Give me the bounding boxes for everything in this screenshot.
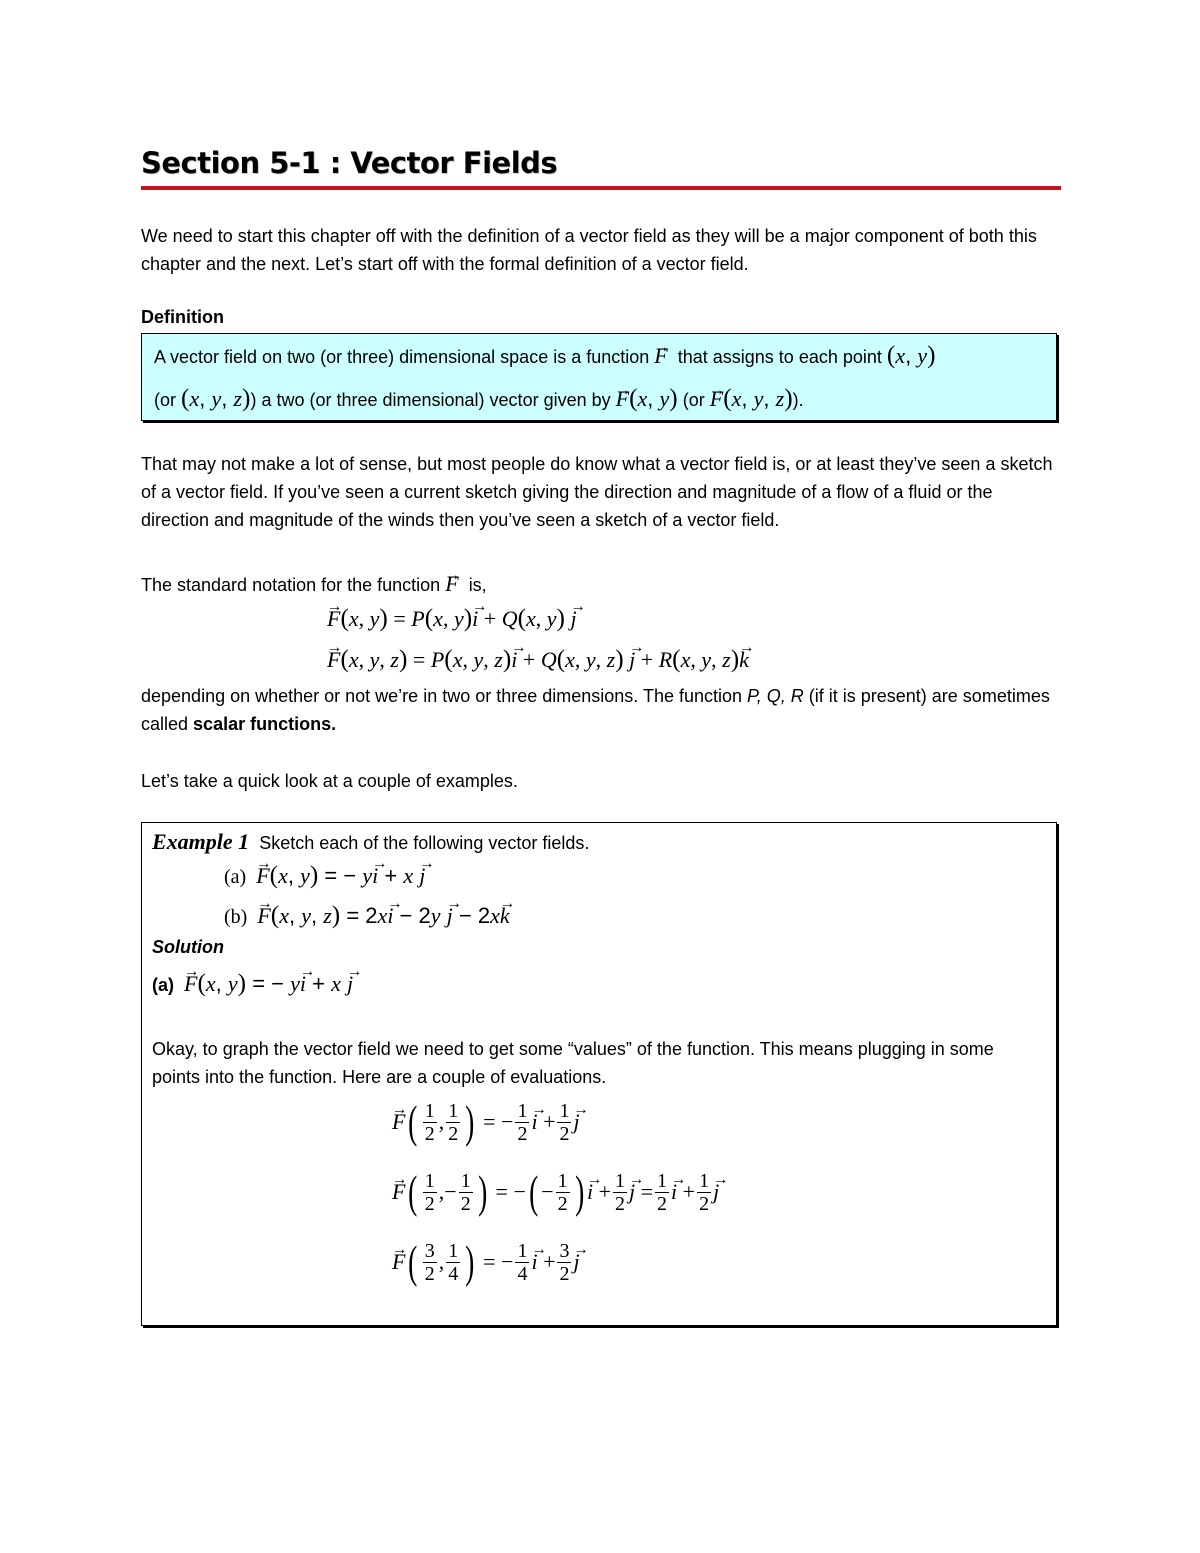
scalar-functions-term: scalar functions. (193, 714, 337, 734)
example-label: Example 1 (152, 829, 250, 854)
para3-text-a: depending on whether or not we’re in two or three dimensions. The function (141, 686, 743, 706)
example-part-a: (a) → F(x, y) = − y→ i + x → j (224, 861, 425, 890)
para3-text-b: (if it is present) are sometimes called (141, 686, 1050, 734)
solution-part-a: (a) → F(x, y) = − y→ i + x → j (152, 969, 353, 998)
scalar-functions-paragraph (141, 682, 1056, 738)
example-header (152, 829, 589, 855)
part-b-label: (b) (224, 906, 248, 928)
solution-part-label: (a) (152, 975, 174, 995)
evaluation-1: → F ( $\frac{1}{2}$ , $\frac{1}{2}$ ) = − $\frac{1}{2}$ → i + $\frac{1}{2}$ → j (392, 1092, 580, 1152)
definition-text-1a: A vector field on two (or three) dimensional space is a function (154, 347, 650, 367)
solution-text: Okay, to graph the vector field we need to get some “values” of the function. This means plugging in some points into the function. Here are a couple of evaluations. (152, 1039, 994, 1087)
vector-f-symbol: → F (654, 342, 667, 370)
definition-line-2: (or (x, y, z)) a two (or three dimensional) vector given by → F(x, y) (or → F(x, y, z)). (154, 384, 804, 414)
para3-vars: P, Q, R (747, 686, 804, 706)
definition-box (141, 333, 1057, 421)
example-box (141, 822, 1057, 1326)
definition-text-1b: that assigns to each point (677, 347, 882, 367)
definition-text-2c: (or (682, 390, 705, 410)
definition-text-2d: ). (792, 390, 804, 410)
solution-label: Solution (152, 937, 224, 957)
intro-paragraph: We need to start this chapter off with the definition of a vector field as they will be a major component of both this chapter and the next. Let’s start off with the formal definition of a vector field. (141, 226, 1037, 274)
title-divider (141, 186, 1061, 190)
evaluation-2: → F ( $\frac{1}{2}$ ,− $\frac{1}{2}$ ) = − ( − $\frac{1}{2}$ ) → i + $\frac{1}{2}$ → j = $\frac{1}{2}$ → i + $\frac{1}{2}$ → j (392, 1162, 719, 1222)
explanation-paragraph: That may not make a lot of sense, but most people do know what a vector field is, or at least they’ve seen a sketch of a vector field. If you’ve seen a current sketch giving the direction and magnitude of a flow of a fluid or the direction and magnitude of the winds then you’ve seen a sketch of a vector field. (141, 454, 1053, 530)
equation-2d: → F(x, y) = P(x, y)→ i + Q(x, y) → j (327, 604, 577, 633)
example-prompt: Sketch each of the following vector fields. (259, 833, 590, 853)
evaluation-3: → F ( $\frac{3}{2}$ , $\frac{1}{4}$ ) = − $\frac{1}{4}$ → i + $\frac{3}{2}$ → j (392, 1232, 580, 1292)
part-a-label: (a) (224, 866, 247, 888)
page-title: Section 5-1 : Vector Fields (141, 146, 558, 180)
notation-line (141, 570, 487, 599)
examples-intro: Let’s take a quick look at a couple of examples. (141, 771, 518, 791)
notation-text-b: is, (468, 575, 487, 595)
vector-f-symbol: → F (445, 570, 458, 598)
definition-label: Definition (141, 307, 224, 327)
example-part-b: (b) → F(x, y, z) = 2x→ i − 2y → j − 2x→ k (224, 901, 510, 930)
definition-text-2a: (or (154, 390, 176, 410)
definition-line-1: A vector field on two (or three) dimensional space is a function → F that assigns to each point (x, y) (154, 341, 936, 371)
definition-text-2b: ) a two (or three dimensional) vector given by (250, 390, 611, 410)
equation-3d: → F(x, y, z) = P(x, y, z)→ i + Q(x, y, z) → j + R(x, y, z)→ k (327, 645, 749, 674)
notation-text-a: The standard notation for the function (141, 575, 441, 595)
